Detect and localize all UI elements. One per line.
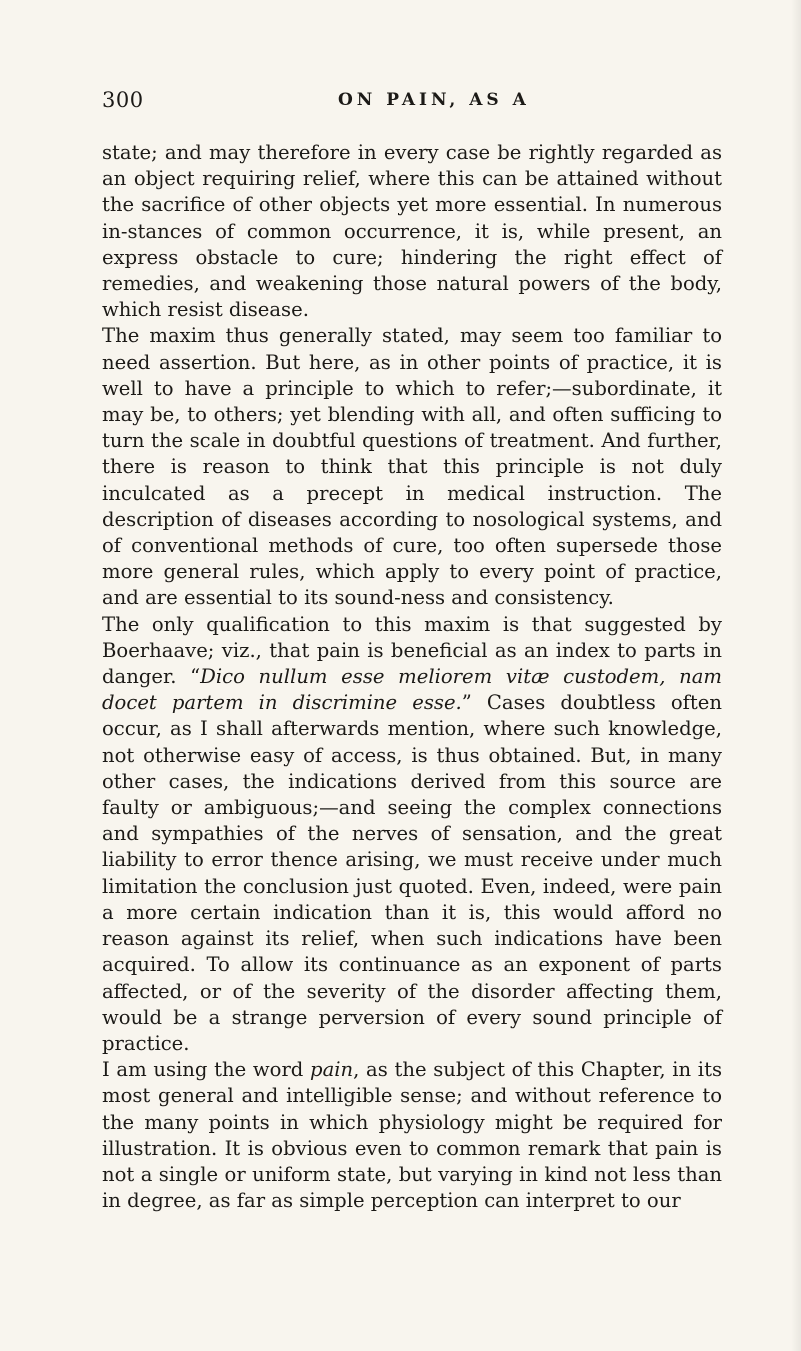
- paragraph-3-text-before: The only qualification to this maxim is that suggested by Boerhaave; viz., that pain is beneficial as an index to parts in danger. “: [102, 612, 722, 689]
- paragraph-3: [102, 612, 722, 1057]
- paragraph-4-text-after: , as the subject of this Chapter, in its most general and intelligible sense; and without reference to the many points in which physiology might be required for illustration. It is obvious even to common remark that pain is not a single or uniform state, but varying in kind not less than in degree, as far as simple perception can interpret to our: [102, 1058, 723, 1213]
- page-number: 300: [102, 88, 144, 112]
- paragraph-4: [102, 1057, 722, 1214]
- paragraph-1: [102, 140, 722, 323]
- italic-word-pain: pain: [310, 1058, 354, 1082]
- latin-quotation: Dico nullum esse meliorem vitæ custodem, nam docet partem in discrimine esse.: [102, 665, 722, 715]
- running-head: ON PAIN, AS A: [338, 90, 530, 110]
- paragraph-4-text-before: I am using the word: [102, 1058, 311, 1082]
- body-text: [102, 140, 722, 1214]
- paragraph-3-text-after: ” Cases doubtless often occur, as I shall afterwards mention, where such knowledge, not otherwise easy of access, is thus obtained. But, in many other cases, the indications derived from this source are faulty or ambiguous;—and seeing the complex connections and sympathies of the nerves of sensation, and the great liability to error thence arising, we must receive under much limitation the conclusion just quoted. Even, indeed, were pain a more certain indication than it is, this would afford no reason against its relief, when such indications have been acquired. To allow its continuance as an exponent of parts affected, or of the severity of the disorder affecting them, would be a strange perversion of every sound principle of practice.: [102, 691, 722, 1055]
- page-header: [102, 88, 721, 118]
- paragraph-2-text: The maxim thus generally stated, may seem too familiar to need assertion. But here, as in other points of practice, it is well to have a principle to which to refer;—subordinate, it may be, to others; yet blending with all, and often sufficing to turn the scale in doubtful questions of treatment. And further, there is reason to think that this principle is not duly inculcated as a precept in medical instruction. The description of diseases according to nosological systems, and of conventional methods of cure, too often supersede those more general rules, which apply to every point of practice, and are essential to its sound-ness and consistency.: [102, 324, 722, 610]
- paragraph-1-text: state; and may therefore in every case be rightly regarded as an object requiring relief, where this can be attained without the sacrifice of other objects yet more essential. In numerous in-stances of common occurrence, it is, while present, an express obstacle to cure; hindering the right effect of remedies, and weakening those natural powers of the body, which resist disease.: [102, 141, 722, 322]
- paragraph-2: [102, 323, 722, 611]
- page-edge-shadow: [791, 0, 801, 1351]
